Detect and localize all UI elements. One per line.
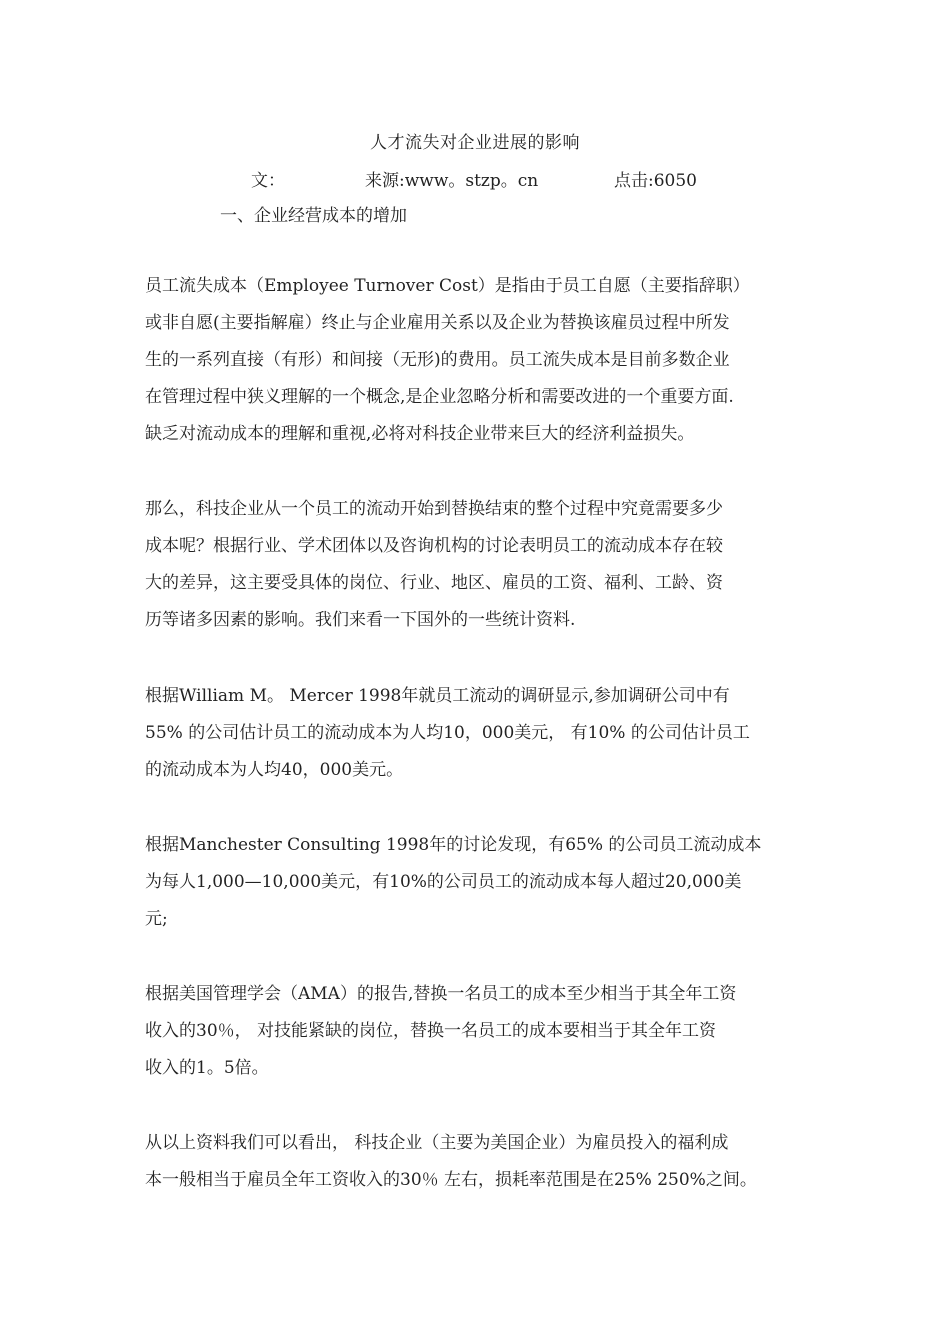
paragraph-line: 收入的30％， 对技能紧缺的岗位，替换一名员工的成本要相当于其全年工资 (145, 1021, 717, 1041)
paragraph-line: 本一般相当于雇员全年工资收入的30％ 左右，损耗率范围是在25% 250%之间。 (145, 1170, 757, 1190)
paragraph-line: 缺乏对流动成本的理解和重视,必将对科技企业带来巨大的经济利益损失。 (145, 424, 695, 444)
paragraph-2 (145, 491, 825, 639)
paragraph-line: 在管理过程中狭义理解的一个概念,是企业忽略分析和需要改进的一个重要方面. (145, 387, 734, 407)
paragraph-line: 生的一系列直接（有形）和间接（无形)的费用。员工流失成本是目前多数企业 (145, 350, 730, 370)
section-heading: 一、企业经营成本的增加 (220, 206, 407, 226)
paragraph-line: 从以上资料我们可以看出， 科技企业（主要为美国企业）为雇员投入的福利成 (145, 1133, 729, 1153)
paragraph-line: 为每人1,000—10,000美元，有10%的公司员工的流动成本每人超过20,000美 (145, 872, 742, 892)
paragraph-line: 根据Manchester Consulting 1998年的讨论发现，有65% 的公司员工流动成本 (145, 835, 762, 855)
paragraph-line: 历等诸多因素的影响。我们来看一下国外的一些统计资料. (145, 610, 576, 630)
paragraph-1 (145, 268, 825, 453)
paragraph-line: 成本呢？根据行业、学术团体以及咨询机构的讨论表明员工的流动成本存在较 (145, 536, 723, 556)
paragraph-4 (145, 827, 825, 938)
document-meta (0, 166, 950, 190)
paragraph-line: 那么，科技企业从一个员工的流动开始到替换结束的整个过程中究竟需要多少 (145, 499, 723, 519)
paragraph-3 (145, 678, 825, 789)
paragraph-line: 收入的1。5倍。 (145, 1058, 269, 1078)
source-label: 来源:www。stzp。cn (365, 171, 539, 191)
paragraph-line: 的流动成本为人均40，000美元。 (145, 760, 404, 780)
paragraph-6 (145, 1125, 825, 1199)
clicks-label: 点击:6050 (614, 171, 697, 191)
document-title: 人才流失对企业进展的影响 (370, 133, 580, 153)
paragraph-line: 员工流失成本（Employee Turnover Cost）是指由于员工自愿（主要指辞职） (145, 276, 750, 296)
paragraph-5 (145, 976, 825, 1087)
paragraph-line: 根据美国管理学会（AMA）的报告,替换一名员工的成本至少相当于其全年工资 (145, 984, 737, 1004)
paragraph-line: 55% 的公司估计员工的流动成本为人均10，000美元， 有10% 的公司估计员工 (145, 723, 750, 743)
author-label: 文： (251, 171, 285, 191)
paragraph-line: 根据William M。 Mercer 1998年就员工流动的调研显示,参加调研公司中有 (145, 686, 730, 706)
paragraph-line: 元; (145, 909, 168, 929)
paragraph-line: 大的差异，这主要受具体的岗位、行业、地区、雇员的工资、福利、工龄、资 (145, 573, 723, 593)
paragraph-line: 或非自愿(主要指解雇）终止与企业雇用关系以及企业为替换该雇员过程中所发 (145, 313, 730, 333)
